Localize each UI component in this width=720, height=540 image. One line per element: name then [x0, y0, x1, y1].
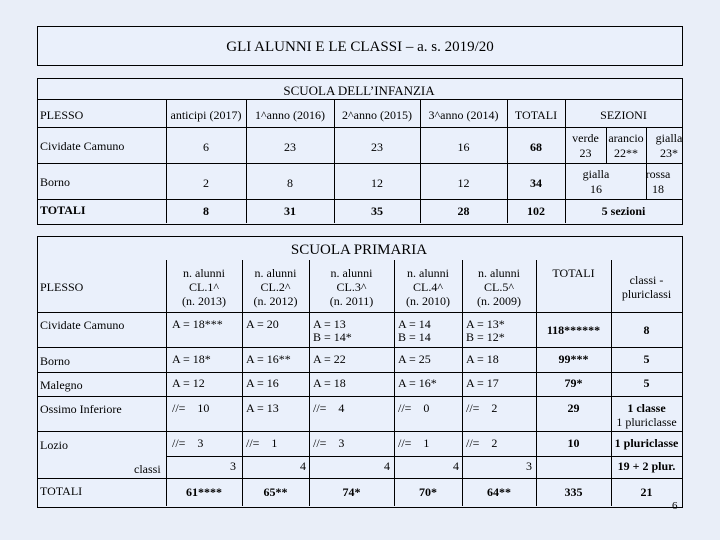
primaria-row-total: 29: [567, 401, 580, 415]
primaria-header-classi: classi -: [629, 273, 664, 287]
title-box: [37, 26, 683, 66]
primaria-cell: A = 18***: [172, 317, 223, 331]
primaria-row-name: Lozio: [40, 438, 68, 452]
primaria-cell: A = 25: [398, 352, 431, 366]
infanzia-header-totali: TOTALI: [514, 108, 558, 122]
primaria-cell: //= 10: [172, 401, 210, 415]
infanzia-header-c1: anticipi (2017): [170, 108, 242, 122]
infanzia-total-cell: 31: [284, 204, 296, 218]
primaria-header-cl-line1: n. alunni: [478, 266, 520, 280]
primaria-header-cl-line2: CL.1^: [189, 280, 219, 294]
infanzia-total-cell: 8: [203, 204, 209, 218]
primaria-header-cl-line1: n. alunni: [254, 266, 297, 280]
infanzia-header-plesso: PLESSO: [40, 108, 84, 122]
infanzia-total-label: TOTALI: [40, 203, 86, 217]
primaria-row-name: Ossimo Inferiore: [40, 402, 122, 416]
divider: [37, 478, 682, 479]
primaria-header-cl-line3: (n. 2013): [182, 294, 226, 308]
infanzia-row-name: Borno: [40, 175, 70, 189]
primaria-header-totali: TOTALI: [552, 266, 595, 280]
primaria-title: SCUOLA PRIMARIA: [290, 242, 428, 258]
divider: [37, 396, 682, 397]
classi-count: 3: [526, 459, 532, 473]
primaria-cell: A = 16: [246, 376, 279, 390]
primaria-cell: //= 2: [466, 401, 498, 415]
page-title: GLI ALUNNI E LE CLASSI – a. s. 2019/20: [226, 39, 494, 55]
infanzia-cell: 12: [457, 176, 470, 190]
infanzia-sezioni-total: 5 sezioni: [601, 204, 646, 218]
infanzia-header-c4: 3^anno (2014): [428, 108, 499, 122]
sezione-label: arancio: [608, 131, 644, 145]
primaria-header-cl-line1: n. alunni: [407, 266, 449, 280]
primaria-row-total: 99***: [558, 352, 589, 366]
classi-count: 3: [230, 459, 236, 473]
primaria-row-name: Malegno: [40, 378, 83, 392]
primaria-row-classi: 8: [643, 323, 650, 337]
primaria-cell: A = 18: [466, 352, 499, 366]
infanzia-cell: 23: [371, 140, 383, 154]
primaria-cell: //= 3: [313, 436, 345, 450]
primaria-cell: A = 18*: [172, 352, 211, 366]
classi-label: classi: [134, 462, 161, 476]
primaria-total-cell: 64**: [487, 485, 511, 499]
primaria-cell: //= 0: [398, 401, 430, 415]
primaria-row-name: Cividate Camuno: [40, 318, 125, 332]
primaria-total-cell: 65**: [263, 485, 288, 499]
primaria-cell: A = 16*: [398, 376, 437, 390]
classi-count: 4: [300, 459, 306, 473]
sezione-label: gialla: [582, 167, 610, 181]
infanzia-total-cell: 68: [530, 140, 542, 154]
primaria-cell: A = 13*: [466, 317, 505, 331]
divider: [37, 163, 682, 164]
primaria-header-cl-line2: CL.4^: [413, 280, 443, 294]
primaria-cell: B = 14*: [313, 330, 352, 344]
primaria-cell: A = 17: [466, 376, 499, 390]
sezione-value: 23: [579, 146, 592, 160]
primaria-total-cell: 74*: [342, 485, 361, 499]
primaria-row-classi: 5: [643, 376, 650, 390]
divider: [37, 347, 682, 348]
infanzia-total-cell: 28: [457, 204, 470, 218]
primaria-cell: A = 16**: [246, 352, 291, 366]
primaria-cell: //= 4: [313, 401, 345, 415]
sezione-value: 22**: [614, 146, 638, 160]
infanzia-cell: 12: [371, 176, 383, 190]
primaria-row-total: 79*: [564, 376, 583, 390]
classi-count: 4: [384, 459, 390, 473]
divider: [37, 372, 682, 373]
classi-count: 4: [453, 459, 459, 473]
primaria-total-label: TOTALI: [40, 484, 83, 498]
infanzia-cell: 2: [203, 176, 209, 190]
infanzia-header-c3: 2^anno (2015): [342, 108, 412, 122]
page-number: 6: [672, 500, 678, 512]
primaria-row-classi: 1 classe: [627, 401, 666, 415]
primaria-header-plesso: PLESSO: [40, 280, 84, 294]
primaria-header-cl-line3: (n. 2012): [253, 294, 298, 308]
primaria-header-cl-line2: CL.2^: [260, 280, 291, 294]
divider: [37, 312, 682, 313]
infanzia-grand-total: 102: [527, 204, 545, 218]
sezione-value: 16: [590, 182, 602, 196]
primaria-header-cl-line1: n. alunni: [183, 266, 225, 280]
infanzia-total-cell: 35: [371, 204, 383, 218]
divider: [37, 127, 682, 128]
sezione-label: rossa: [645, 167, 671, 181]
primaria-header-cl-line1: n. alunni: [330, 266, 373, 280]
primaria-classi-total: 21: [640, 485, 653, 499]
sezione-value: 18: [652, 182, 664, 196]
primaria-cell: B = 14: [398, 330, 431, 344]
primaria-cell: A = 18: [313, 376, 346, 390]
sezione-label: verde: [572, 131, 599, 145]
primaria-cell: A = 13: [313, 317, 346, 331]
primaria-header-cl-line3: (n. 2011): [329, 294, 374, 308]
primaria-cell: A = 20: [246, 317, 279, 331]
infanzia-row-name: Cividate Camuno: [40, 139, 125, 153]
primaria-row-classi: 1 pluriclasse: [614, 436, 679, 450]
primaria-header-cl-line3: (n. 2010): [406, 294, 450, 308]
divider: [37, 199, 682, 200]
primaria-cell: //= 3: [172, 436, 204, 450]
sezione-value: 23*: [660, 146, 678, 160]
infanzia-cell: 16: [457, 140, 470, 154]
primaria-grand-total: 335: [564, 485, 583, 499]
infanzia-total-cell: 34: [530, 176, 542, 190]
primaria-header-cl-line3: (n. 2009): [477, 294, 521, 308]
primaria-row-classi: 1 pluriclasse: [616, 415, 677, 429]
primaria-row-name: Borno: [40, 354, 70, 368]
primaria-total-cell: 70*: [419, 485, 437, 499]
infanzia-cell: 6: [203, 140, 209, 154]
primaria-cell: A = 22: [313, 352, 346, 366]
infanzia-cell: 23: [284, 140, 296, 154]
divider: [37, 431, 682, 432]
primaria-row-classi: 5: [643, 352, 650, 366]
infanzia-header-sezioni: SEZIONI: [600, 108, 647, 122]
primaria-cell: //= 1: [398, 436, 430, 450]
primaria-row-total: 118******: [546, 323, 601, 337]
infanzia-header-c2: 1^anno (2016): [255, 108, 325, 122]
classi-total: 19 + 2 plur.: [617, 459, 676, 473]
primaria-header-pluriclassi: pluriclassi: [621, 287, 672, 301]
divider: [166, 456, 682, 457]
primaria-header-cl-line2: CL.3^: [336, 280, 367, 294]
divider: [37, 99, 682, 100]
infanzia-cell: 8: [287, 176, 293, 190]
primaria-cell: A = 13: [246, 401, 279, 415]
infanzia-title: SCUOLA DELL’INFANZIA: [283, 83, 435, 98]
primaria-cell: B = 12*: [466, 330, 505, 344]
primaria-cell: //= 1: [246, 436, 278, 450]
primaria-cell: A = 14: [398, 317, 431, 331]
primaria-total-cell: 61****: [186, 485, 222, 499]
primaria-header-cl-line2: CL.5^: [484, 280, 514, 294]
primaria-cell: //= 2: [466, 436, 498, 450]
primaria-cell: A = 12: [172, 376, 205, 390]
sezione-label: gialla: [655, 131, 683, 145]
primaria-row-total: 10: [567, 436, 580, 450]
